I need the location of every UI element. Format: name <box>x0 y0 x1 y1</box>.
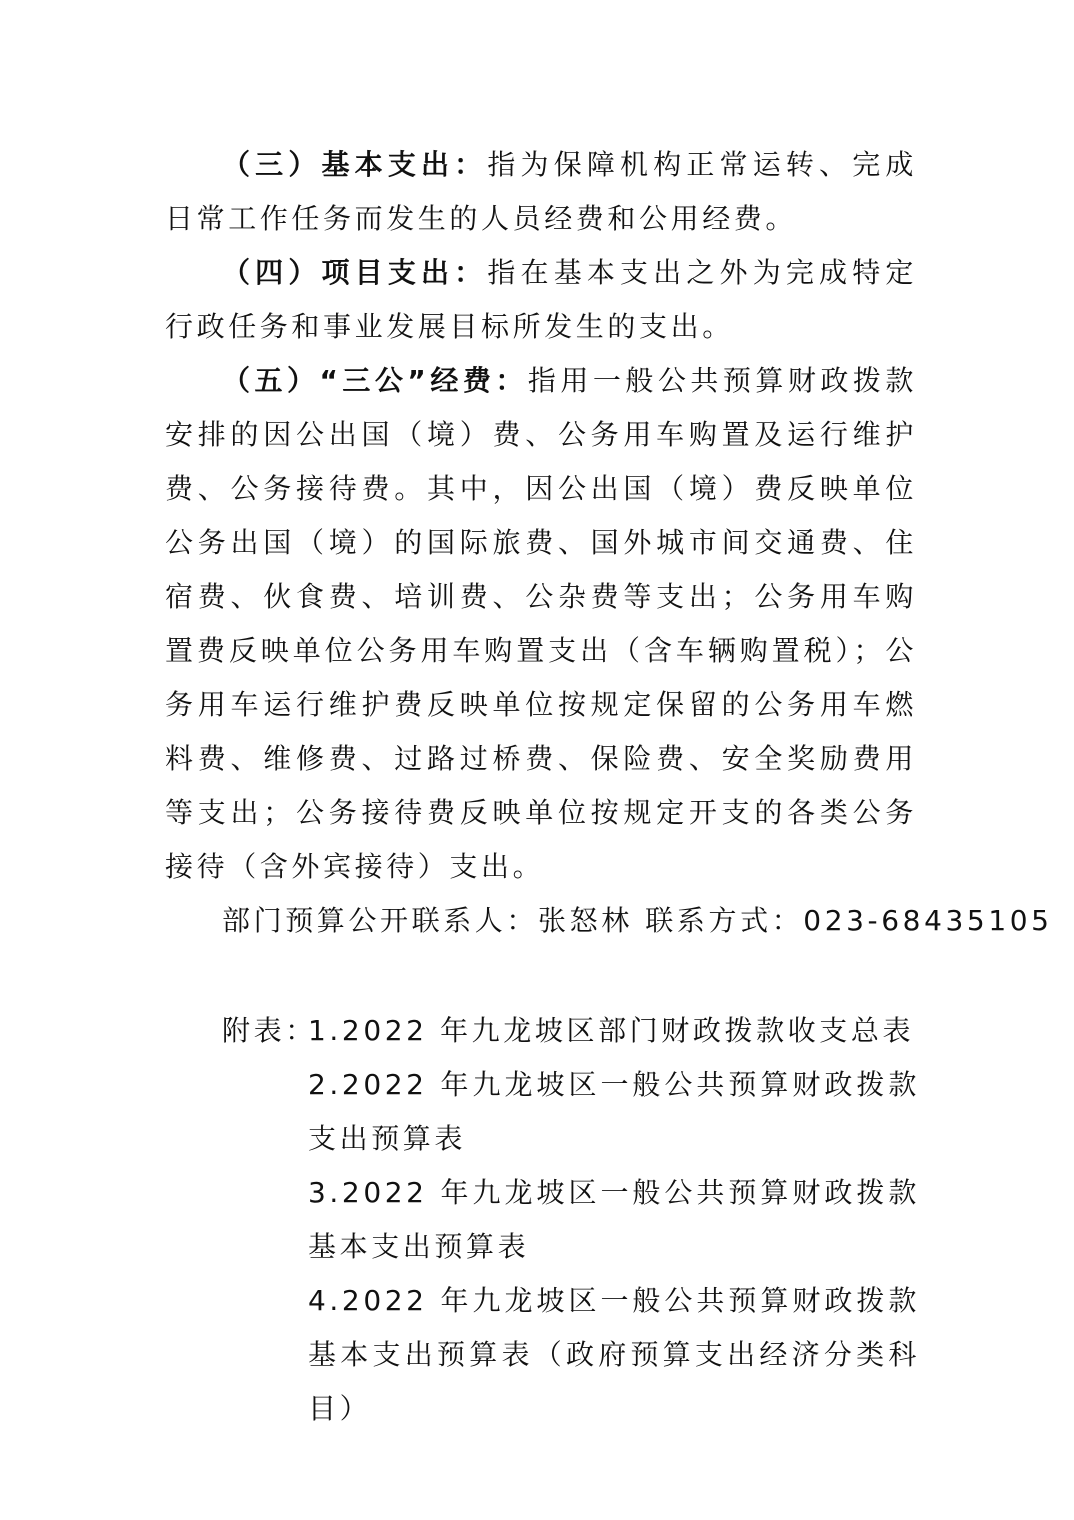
annex-label: 附表： <box>222 1014 317 1047</box>
definition-term: （四）项目支出： <box>222 256 488 289</box>
contact-line: 部门预算公开联系人：张怒林 联系方式：023-68435105 <box>222 904 1053 937</box>
annex-item-4: 4.2022 年九龙坡区一般公共预算财政拨款基本支出预算表（政府预算支出经济分类科目） <box>308 1284 920 1425</box>
annex-item-1: 1.2022 年九龙坡区部门财政拨款收支总表 <box>308 1014 915 1047</box>
definition-term: （三）基本支出： <box>222 148 488 181</box>
annex-item-2: 2.2022 年九龙坡区一般公共预算财政拨款支出预算表 <box>308 1068 920 1155</box>
annex-item-3: 3.2022 年九龙坡区一般公共预算财政拨款基本支出预算表 <box>308 1176 920 1263</box>
definition-term: （五）“三公”经费： <box>222 364 528 397</box>
definition-text: 指在基本支出之外为完成特定行政任务和事业发展目标所发生的支出。 <box>165 256 917 343</box>
definition-project-expenditure <box>165 246 917 354</box>
definition-text: 指用一般公共预算财政拨款安排的因公出国（境）费、公务用车购置及运行维护费、公务接待费。其中，因公出国（境）费反映单位公务出国（境）的国际旅费、国外城市间交通费、住宿费、伙食费、培训费、公杂费等支出；公务用车购置费反映单位公务用车购置支出（含车辆购置税）；公务用车运行维护费反映单位按规定保留的公务用车燃料费、维修费、过路过桥费、保险费、安全奖励费用等支出；公务接待费反映单位按规定开支的各类公务接待（含外宾接待）支出。 <box>165 364 918 883</box>
definition-basic-expenditure <box>165 138 917 246</box>
definition-text: 指为保障机构正常运转、完成日常工作任务而发生的人员经费和公用经费。 <box>165 148 917 235</box>
definition-three-public-expenses <box>165 354 917 894</box>
